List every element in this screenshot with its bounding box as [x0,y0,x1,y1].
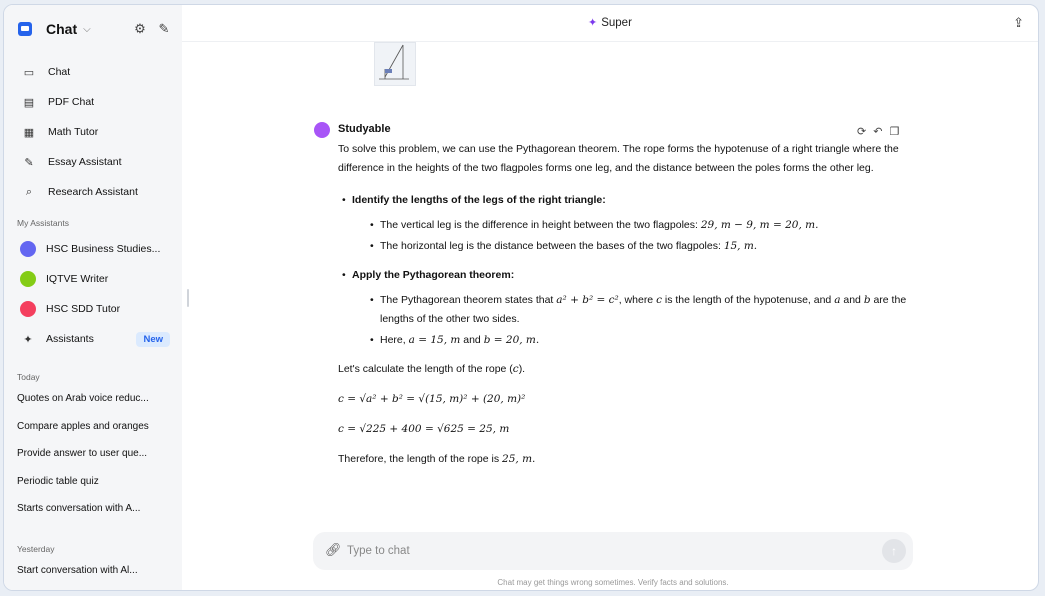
pencil-icon: ✎ [24,156,34,169]
step-title: Apply the Pythagorean theorem: [352,269,515,281]
app-switcher[interactable] [18,19,91,39]
assistant-hsc-business-studies[interactable] [4,234,182,264]
assistant-avatar [314,122,330,138]
assistant-hsc-sdd-tutor[interactable] [4,294,182,324]
math-expression: c [656,294,662,306]
step-bullets [352,216,918,256]
assistants-link[interactable] [4,324,182,354]
math-expression: 29, m − 9, m = 20, m. [700,219,819,231]
assistant-avatar [20,241,36,257]
regenerate-icon[interactable]: ⟳ [857,126,867,138]
sidebar-item-label: Chat [48,66,71,78]
sidebar [4,5,182,590]
calc-intro [338,360,918,379]
new-chat-edit-icon[interactable]: ✎ [158,21,170,36]
history-item[interactable]: Periodic table quiz [17,475,99,487]
sidebar-item-label: Research Assistant [48,186,138,198]
sidebar-item-chat[interactable] [4,57,182,87]
calc-text: Let's calculate the length of the rope ( [338,363,513,375]
bullet-text: is the length of the hypotenuse, and [661,294,835,306]
share-icon[interactable]: ⇪ [1013,15,1024,30]
math-expression: a = 15, m [408,334,461,346]
assistants-link-label: Assistants [46,333,94,345]
step-bullet [352,331,918,350]
message-intro: To solve this problem, we can use the Pythagorean theorem. The rope forms the hypotenuse of a right triangle where the difference in the heights of the two flagpoles forms one leg, and the distance between the poles forms the other leg. [338,143,899,174]
bullet-text: The vertical leg is the difference in height between the two flagpoles: [380,219,701,231]
composer [313,532,913,570]
arrow-up-icon: ↑ [891,544,897,558]
top-bar [182,5,1038,42]
sidebar-top-actions [132,21,172,37]
model-selector[interactable] [588,16,632,29]
sidebar-item-label: Math Tutor [48,126,99,138]
bullet-text: The horizontal leg is the distance between the bases of the two flagpoles: [380,240,724,252]
copy-icon[interactable]: ❐ [889,126,900,138]
yesterday-history-list [4,557,182,585]
message-actions [857,125,899,138]
sidebar-item-essay-assistant[interactable] [4,147,182,177]
today-heading: Today [17,372,40,382]
chat-logo-icon [18,22,32,36]
steps-list [338,191,918,350]
sidebar-item-math-tutor[interactable] [4,117,182,147]
sidebar-item-label: Essay Assistant [48,156,122,168]
step-bullet [352,291,918,329]
equation-1: c = √a² + b² = √(15, m)² + (20, m)² [338,393,526,405]
bullet-text: The Pythagorean theorem states that [380,294,557,306]
send-button[interactable] [882,539,906,563]
math-expression: c [512,363,519,375]
history-item[interactable]: Starts conversation with A... [17,503,141,515]
sidebar-nav [4,57,182,207]
settings-gear-icon[interactable]: ⚙ [134,21,146,36]
yesterday-heading: Yesterday [17,544,55,554]
reply-icon[interactable]: ↶ [873,126,883,138]
math-expression: b [863,294,871,306]
conclusion [338,450,918,469]
chat-bubble-icon: ▭ [23,66,35,79]
model-name: Super [601,16,632,29]
assistant-label: IQTVE Writer [46,273,109,285]
disclaimer: Chat may get things wrong sometimes. Verify facts and solutions. [497,578,729,587]
assistant-avatar [20,271,36,287]
bullet-text: are the lengths of the other two sides. [380,294,907,325]
equation-2: c = √225 + 400 = √625 = 25, m [338,423,510,435]
step-item [338,266,918,350]
step-title: Identify the lengths of the legs of the right triangle: [352,194,606,206]
sidebar-item-pdf-chat[interactable] [4,87,182,117]
flagpole-diagram-icon [375,43,417,87]
app-window [3,4,1039,591]
assistant-iqtve-writer[interactable] [4,264,182,294]
chat-area [182,42,1038,590]
app-title: Chat [46,21,78,37]
assistant-label: HSC SDD Tutor [46,303,121,315]
bullet-text: , where [618,294,657,306]
calc-text: ). [518,363,526,375]
assistant-message [338,140,918,469]
my-assistants-list [4,234,182,354]
chevron-down-icon: ⌵ [83,23,91,35]
assistant-avatar [20,301,36,317]
math-expression: b = 20, m. [483,334,540,346]
bullet-text: Here, [380,334,409,346]
math-expression: 25, m. [502,453,536,465]
my-assistants-heading: My Assistants [17,218,69,228]
math-expression: a² + b² = c² [556,294,619,306]
today-history-list [4,385,182,523]
conclusion-text: Therefore, the length of the rope is [338,453,503,465]
bullet-text: and [460,334,484,346]
math-expression: 15, m. [723,240,758,252]
pdf-icon: ▤ [23,96,35,109]
step-item [338,191,918,256]
bullet-text: and [840,294,864,306]
sparkle-icon: ✦ [588,17,598,29]
chat-input[interactable] [347,541,867,561]
search-icon: ⌕ [25,185,33,198]
sidebar-item-label: PDF Chat [48,96,95,108]
step-bullet [352,237,918,256]
calculator-icon: ▦ [23,126,35,139]
assistant-label: HSC Business Studies... [46,243,161,255]
attach-paperclip-icon[interactable]: 🔗︎ [325,542,342,557]
sparkle-icon: ✦ [23,333,33,346]
history-item[interactable]: Compare apples and oranges [17,420,149,432]
history-item[interactable]: Start conversation with Al... [17,565,138,577]
step-bullet [352,216,918,235]
history-item[interactable]: Provide answer to user que... [17,448,148,460]
message-author: Studyable [338,123,391,135]
problem-diagram-image [374,42,416,86]
step-bullets [352,291,918,350]
math-expression: a [834,294,841,306]
new-badge: New [136,332,170,347]
sidebar-item-research-assistant[interactable] [4,177,182,207]
history-item[interactable]: Quotes on Arab voice reduc... [17,393,149,405]
